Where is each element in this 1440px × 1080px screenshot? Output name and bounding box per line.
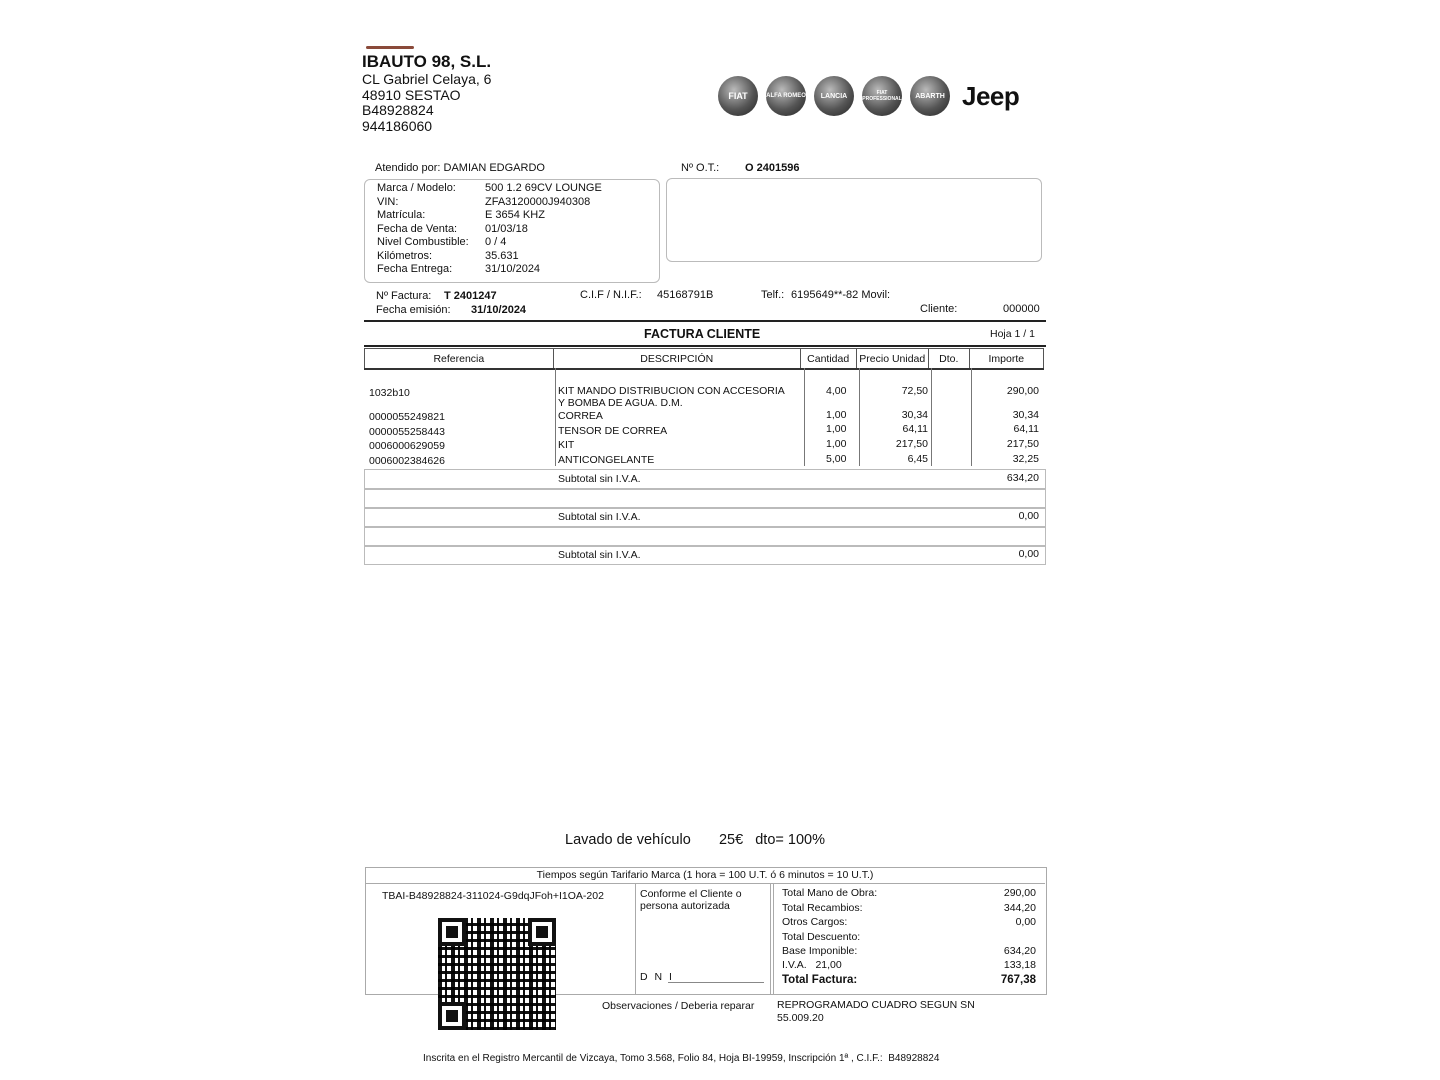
col-separator: [931, 368, 932, 466]
total-label: I.V.A. 21,00: [782, 959, 842, 971]
row-price: 6,45: [907, 453, 928, 465]
company-phone: 944186060: [362, 117, 433, 134]
page-number: Hoja 1 / 1: [990, 328, 1035, 340]
col-header-desc: DESCRIPCIÓN: [553, 349, 800, 370]
items-table: [364, 348, 1044, 370]
total-value: 133,18: [1003, 959, 1036, 971]
jeep-logo: Jeep: [962, 80, 1020, 111]
col-header-ref: Referencia: [365, 349, 554, 370]
qr-finder: [438, 918, 466, 946]
attended-label: Atendido por:: [375, 162, 441, 174]
qr-finder: [438, 1002, 466, 1030]
total-value: 290,00: [1003, 887, 1036, 899]
phone-value: 6195649**-82 Movil:: [791, 289, 891, 301]
conforme-label-2: persona autorizada: [640, 900, 730, 912]
row-qty: 1,00: [826, 423, 847, 435]
dni-label: D N I: [640, 971, 674, 983]
registry-footer: Inscrita en el Registro Mercantil de Vizcaya, Tomo 3.568, Folio 84, Hoja BI-19959, Inscripción 1ª , C.I.F.: B48928824: [423, 1053, 940, 1064]
col-separator: [804, 368, 805, 466]
dni-line: [668, 982, 764, 983]
row-amount: 30,34: [1012, 409, 1039, 421]
invoice-date-label: Fecha emisión:: [376, 304, 451, 316]
subtotal-value: 0,00: [1018, 548, 1039, 560]
ot-number: O 2401596: [745, 162, 800, 174]
total-label: Total Mano de Obra:: [782, 887, 878, 899]
col-header-price: Precio Unidad: [856, 349, 928, 370]
row-amount: 64,11: [1013, 423, 1039, 435]
total-label: Total Recambios:: [782, 902, 863, 914]
conforme-label: Conforme el Cliente o: [640, 888, 742, 900]
total-label: Otros Cargos:: [782, 916, 848, 928]
invoice-title: FACTURA CLIENTE: [644, 327, 761, 341]
grand-total-label: Total Factura:: [782, 974, 858, 986]
ot-label: Nº O.T.:: [681, 162, 720, 174]
row-price: 64,11: [902, 423, 928, 435]
cif-label: C.I.F / N.I.F.:: [580, 289, 642, 301]
observations-label: Observaciones / Deberia reparar: [602, 1000, 755, 1012]
row-amount: 290,00: [1006, 385, 1039, 397]
header-mark: [366, 46, 414, 49]
subtotal-label: Subtotal sin I.V.A.: [558, 473, 641, 485]
divider: [364, 320, 1046, 322]
vehicle-label: VIN:: [377, 195, 399, 208]
fiat-logo: FIAT: [718, 76, 758, 116]
note-text: Lavado de vehículo 25€ dto= 100%: [565, 832, 825, 848]
subtotal-label: Subtotal sin I.V.A.: [558, 511, 641, 523]
row-ref: 0000055249821: [369, 411, 445, 423]
invoice-date: 31/10/2024: [471, 304, 527, 316]
subtotal-label: Subtotal sin I.V.A.: [558, 549, 641, 561]
qr-code-image: [438, 918, 556, 1030]
phone-label: Telf.:: [761, 289, 785, 301]
col-header-discount: Dto.: [928, 349, 969, 370]
client-value: 000000: [1003, 303, 1040, 315]
row-ref: 0006000629059: [369, 440, 445, 452]
col-header-amount: Importe: [969, 349, 1043, 370]
vehicle-label: Marca / Modelo:: [377, 182, 456, 194]
empty-row: [364, 527, 1046, 547]
observations-text: REPROGRAMADO CUADRO SEGUN SN: [777, 999, 975, 1011]
row-desc: KIT MANDO DISTRIBUCION CON ACCESORIA: [558, 385, 785, 397]
lancia-logo: LANCIA: [814, 76, 854, 116]
col-separator: [971, 368, 972, 466]
total-value: 634,20: [1003, 945, 1036, 957]
invoice-number-label: Nº Factura:: [376, 290, 432, 302]
row-amount: 32,25: [1012, 453, 1039, 465]
abarth-logo: ABARTH: [910, 76, 950, 116]
subtotal-row: [364, 507, 1046, 527]
empty-row: [364, 489, 1046, 509]
row-qty: 1,00: [826, 438, 847, 450]
vehicle-label: Nivel Combustible:: [377, 236, 469, 248]
company-cif: B48928824: [362, 102, 434, 118]
observations-text-2: 55.009.20: [777, 1012, 824, 1024]
row-qty: 4,00: [826, 385, 847, 397]
row-qty: 5,00: [826, 453, 847, 465]
subtotal-row: [364, 545, 1046, 565]
vehicle-value: 500 1.2 69CV LOUNGE: [485, 182, 602, 194]
total-value: 344,20: [1003, 902, 1036, 914]
vehicle-info-box: [364, 179, 660, 283]
vehicle-value: 35.631: [485, 249, 519, 262]
tbai-code: TBAI-B48928824-311024-G9dqJFoh+I1OA-202: [382, 890, 604, 902]
vehicle-value: ZFA3120000J940308: [485, 195, 591, 208]
client-info-box: [666, 178, 1042, 262]
divider: [364, 345, 1046, 347]
row-ref: 0006002384626: [369, 455, 445, 467]
row-desc: CORREA: [558, 410, 603, 422]
vehicle-value: 0 / 4: [485, 236, 507, 248]
company-city: 48910 SESTAO: [362, 86, 461, 103]
vehicle-label: Fecha de Venta:: [377, 222, 458, 235]
row-desc-cont: Y BOMBA DE AGUA. D.M.: [558, 397, 683, 409]
tiempos-note: Tiempos según Tarifario Marca (1 hora = 100 U.T. ó 6 minutos = 10 U.T.): [365, 867, 1045, 884]
vehicle-label: Fecha Entrega:: [377, 263, 453, 275]
row-ref: 1032b10: [369, 387, 410, 399]
row-price: 217,50: [895, 438, 928, 450]
row-desc: TENSOR DE CORREA: [558, 425, 668, 437]
brand-logos: [718, 72, 1048, 120]
row-amount: 217,50: [1006, 438, 1039, 450]
vehicle-value: 31/10/2024: [485, 263, 541, 275]
row-price: 72,50: [901, 385, 928, 397]
alfa-romeo-logo: ALFA ROMEO: [766, 76, 806, 116]
total-label: Base Imponible:: [782, 945, 858, 957]
fiat-professional-logo: FIAT PROFESSIONAL: [862, 76, 902, 116]
row-desc: ANTICONGELANTE: [558, 454, 655, 466]
subtotal-value: 634,20: [1006, 472, 1039, 484]
vehicle-label: Kilómetros:: [377, 249, 433, 262]
col-separator: [555, 368, 556, 466]
company-name: IBAUTO 98, S.L.: [362, 52, 492, 71]
vehicle-value: 01/03/18: [485, 222, 528, 235]
subtotal-value: 0,00: [1018, 510, 1039, 522]
attended-value: DAMIAN EDGARDO: [443, 162, 545, 174]
row-price: 30,34: [901, 409, 928, 421]
client-label: Cliente:: [920, 303, 958, 315]
company-address: CL Gabriel Celaya, 6: [362, 71, 492, 87]
row-qty: 1,00: [826, 409, 847, 421]
attended-by: [375, 162, 545, 174]
subtotal-row: [364, 469, 1046, 489]
row-ref: 0000055258443: [369, 426, 445, 438]
grand-total-value: 767,38: [1000, 974, 1036, 986]
col-separator: [859, 368, 860, 466]
total-value: 0,00: [1015, 916, 1036, 928]
row-desc: KIT: [558, 439, 575, 451]
invoice-number: T 2401247: [444, 290, 497, 302]
total-label: Total Descuento:: [782, 931, 861, 943]
qr-finder: [528, 918, 556, 946]
vehicle-label: Matrícula:: [377, 209, 426, 221]
company-block: [362, 52, 491, 134]
vehicle-value: E 3654 KHZ: [485, 209, 545, 221]
cif-value: 45168791B: [657, 289, 714, 301]
col-header-qty: Cantidad: [800, 349, 856, 370]
